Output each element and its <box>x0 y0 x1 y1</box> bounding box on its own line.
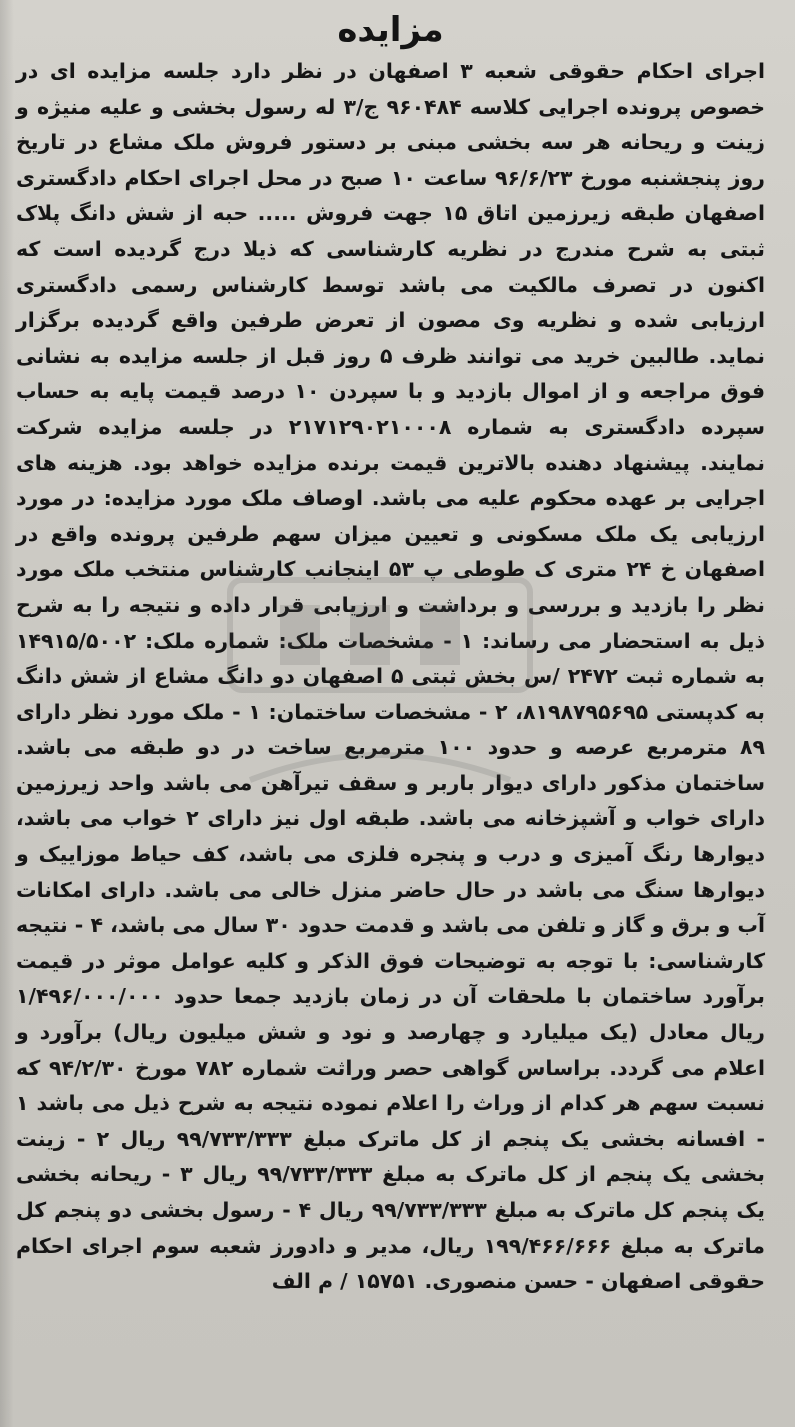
notice-body: اجرای احکام حقوقی شعبه ۳ اصفهان در نظر دارد جلسه مزایده ای در خصوص پرونده اجرایی کلاسه ۹۶۰۴۸۴ ج/۳ له رسول بخشی و علیه منیژه و زینت و ریحانه هر سه بخشی مبنی بر دستور فروش ملک مشاع در تاریخ روز پنجشنبه مورخ ۹۶/۶/۲۳ ساعت ۱۰ صبح در محل اجرای احکام دادگستری اصفهان طبقه زیرزمین اتاق ۱۵ جهت فروش ..... حبه از شش دانگ پلاک ثبتی به شرح مندرج در نظریه کارشناسی که ذیلا درج گردیده است که اکنون در تصرف مالکیت می باشد توسط کارشناس رسمی دادگستری ارزیابی شده و نظریه وی مصون از تعرض طرفین واقع گردیده برگزار نماید. طالبین خرید می توانند ظرف ۵ روز قبل از جلسه مزایده به نشانی فوق مراجعه و از اموال بازدید و با سپردن ۱۰ درصد قیمت پایه به حساب سپرده دادگستری به شماره ۲۱۷۱۲۹۰۲۱۰۰۰۸ در جلسه مزایده شرکت نمایند. پیشنهاد دهنده بالاترین قیمت برنده مزایده خواهد بود. هزینه های اجرایی بر عهده محکوم علیه می باشد. اوصاف ملک مورد مزایده: در مورد ارزیابی یک ملک مسکونی و تعیین میزان سهم طرفین پرونده واقع در اصفهان خ ۲۴ متری ک طوطی پ ۵۳ اینجانب کارشناس منتخب ملک مورد نظر را بازدید و بررسی و برداشت و ارزیابی قرار داده و نتیجه را به شرح ذیل به استحضار می رساند: ۱ - مشخصات ملک: شماره ملک: ۱۴۹۱۵/۵۰۰۲ به شماره ثبت ۲۴۷۲ /س بخش ثبتی ۵ اصفهان دو دانگ مشاع از شش دانگ به کدپستی ۸۱۹۸۷۹۵۶۹۵، ۲ - مشخصات ساختمان: ۱ - ملک مورد نظر دارای ۸۹ مترمربع عرصه و حدود ۱۰۰ مترمربع ساخت در دو طبقه می باشد. ساختمان مذکور دارای دیوار باربر و سقف تیرآهن می باشد واحد زیرزمین دارای خواب و آشپزخانه می باشد. طبقه اول نیز دارای ۲ خواب می باشد، دیوارها رنگ آمیزی و درب و پنجره فلزی می باشد، کف حیاط موزاییک و دیوارها سنگ می باشد در حال حاضر منزل خالی می باشد. دارای امکانات آب و برق و گاز و تلفن می باشد و قدمت حدود ۳۰ سال می باشد، ۴ - نتیجه کارشناسی: با توجه به توضیحات فوق الذکر و کلیه عوامل موثر در قیمت برآورد ساختمان با ملحقات آن در زمان بازدید جمعا حدود ۱/۴۹۶/۰۰۰/۰۰۰ ریال معادل (یک میلیارد و چهارصد و نود و شش میلیون ریال) برآورد و اعلام می گردد. براساس گواهی حصر وراثت شماره ۷۸۲ مورخ ۹۴/۲/۳۰ که نسبت سهم هر کدام از وراث را اعلام نموده نتیجه به شرح ذیل می باشد ۱ - افسانه بخشی یک پنجم از کل ماترک مبلغ ۹۹/۷۳۳/۳۳۳ ریال ۲ - زینت بخشی یک پنجم از کل ماترک به مبلغ ۹۹/۷۳۳/۳۳۳ ریال ۳ - ریحانه بخشی یک پنجم کل ماترک به مبلغ ۹۹/۷۳۳/۳۳۳ ریال ۴ - رسول بخشی دو پنجم کل ماترک به مبلغ ۱۹۹/۴۶۶/۶۶۶ ریال، مدیر و دادورز شعبه سوم اجرای احکام حقوقی اصفهان - حسن منصوری. ۱۵۷۵۱ / م الف <box>16 59 766 1294</box>
page-title: مزایده <box>337 10 444 50</box>
page-edge-shadow <box>0 0 14 1427</box>
